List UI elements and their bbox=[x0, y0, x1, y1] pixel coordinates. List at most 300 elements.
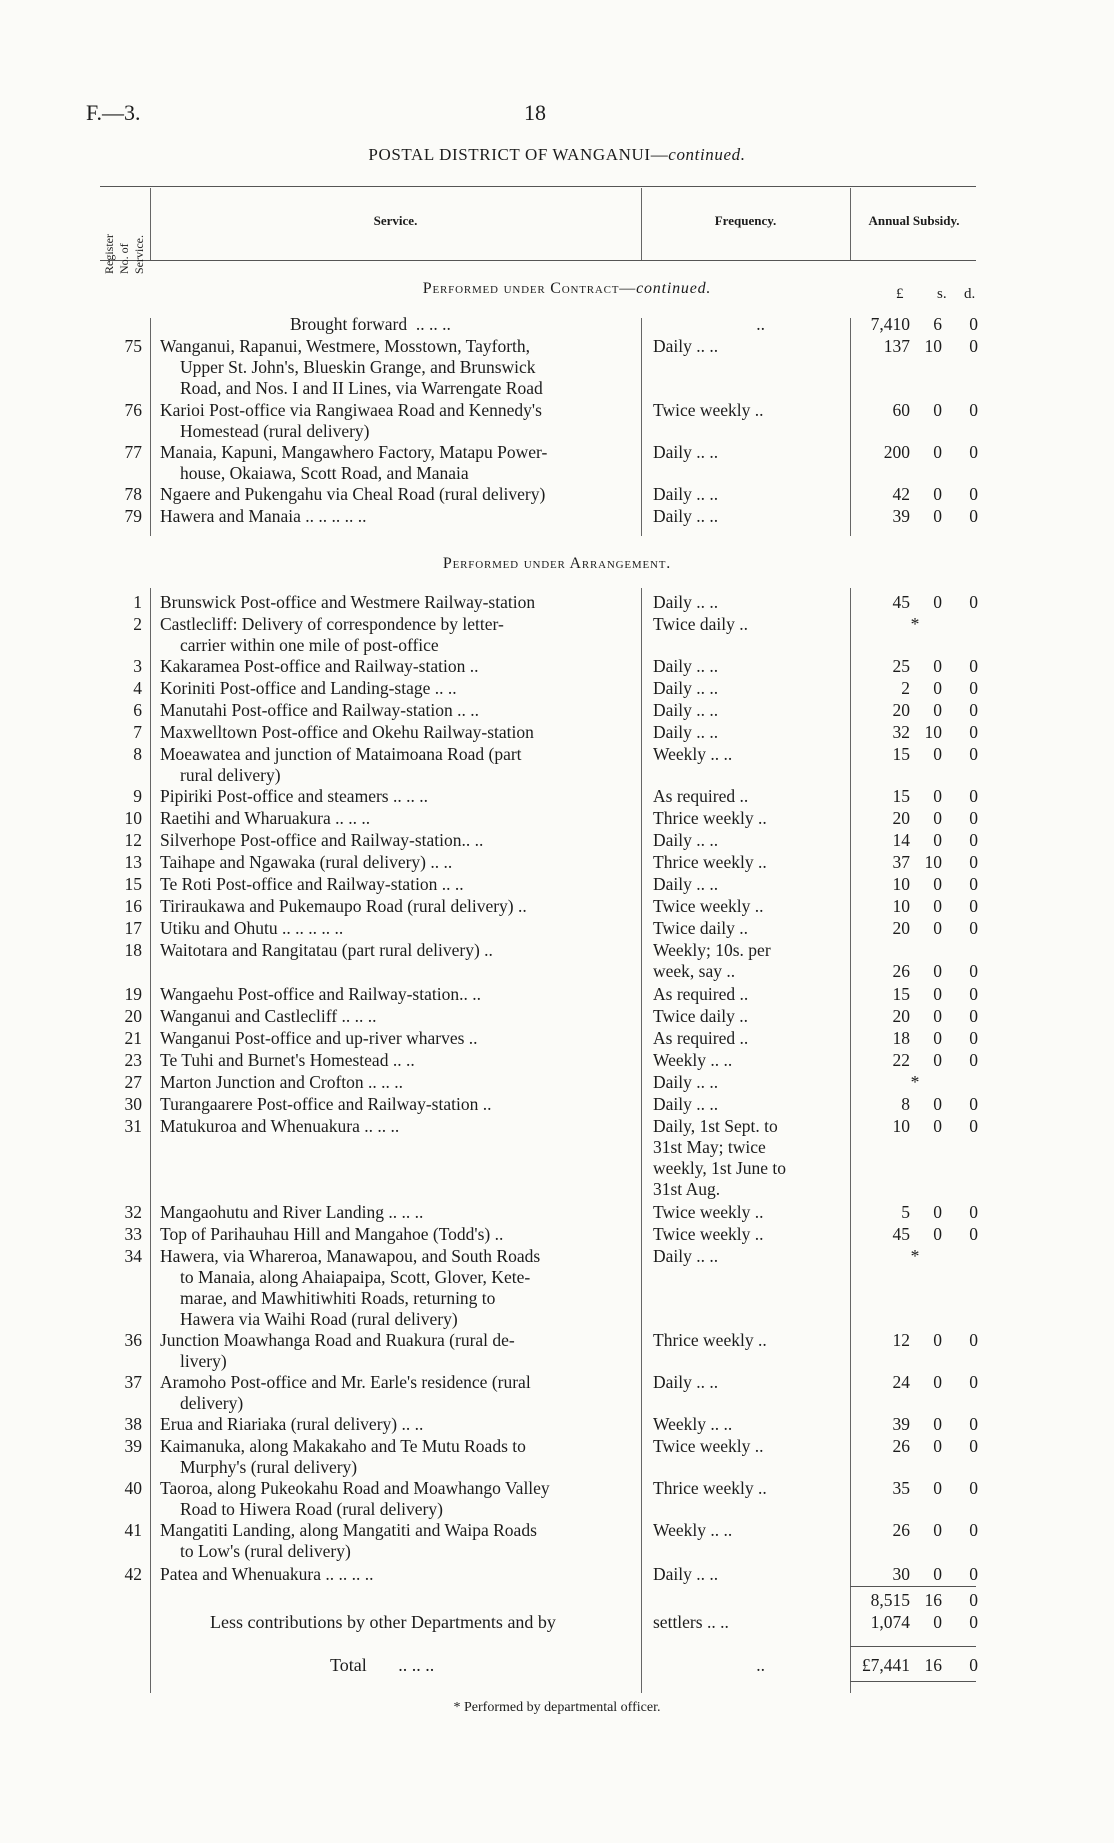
register-number: 13 bbox=[124, 852, 142, 872]
service-line: to Manaia, along Ahaiapaipa, Scott, Glover, Kete- bbox=[180, 1267, 531, 1287]
frequency-line: Daily .. .. bbox=[653, 700, 719, 720]
amount-pence: 0 bbox=[969, 1478, 978, 1498]
register-number: 18 bbox=[124, 940, 142, 960]
service-line: Kaimanuka, along Makakaho and Te Mutu Roads to bbox=[160, 1436, 526, 1456]
service-description bbox=[160, 874, 630, 895]
service-description bbox=[160, 940, 630, 961]
service-description bbox=[160, 1330, 630, 1372]
register-number: 16 bbox=[124, 896, 142, 916]
amount-shillings: 0 bbox=[933, 678, 942, 698]
amount-pounds: 18 bbox=[892, 1028, 910, 1048]
service-description bbox=[160, 1414, 630, 1435]
register-number: 27 bbox=[124, 1072, 142, 1092]
service-description bbox=[160, 678, 630, 699]
service-line: livery) bbox=[180, 1351, 227, 1371]
amount-pounds: 60 bbox=[892, 400, 910, 420]
frequency-column-header: Frequency. bbox=[714, 213, 777, 228]
amount-shillings: 0 bbox=[933, 1436, 942, 1456]
service-line: marae, and Mawhitiwhiti Roads, returning to bbox=[180, 1288, 496, 1308]
amount-shillings: 0 bbox=[933, 896, 942, 916]
contributions-label: Less contributions by other Departments and by bbox=[210, 1612, 556, 1632]
frequency-line: As required .. bbox=[653, 984, 749, 1004]
register-number: 40 bbox=[124, 1478, 142, 1498]
frequency-line: Weekly .. .. bbox=[653, 744, 733, 764]
service-frequency bbox=[653, 874, 836, 895]
page-number: 18 bbox=[524, 100, 546, 125]
service-frequency bbox=[653, 1028, 836, 1049]
register-number: 34 bbox=[124, 1246, 142, 1266]
service-line: Matukuroa and Whenuakura .. .. .. bbox=[160, 1116, 400, 1136]
service-frequency bbox=[653, 614, 836, 635]
service-description bbox=[160, 852, 630, 873]
amount-shillings: 0 bbox=[933, 442, 942, 462]
service-description bbox=[160, 1224, 630, 1245]
amount-pence: 0 bbox=[969, 984, 978, 1004]
amount-pounds: 25 bbox=[892, 656, 910, 676]
service-line: Kakaramea Post-office and Railway-station .. bbox=[160, 656, 479, 676]
amount-pounds: 26 bbox=[892, 1436, 910, 1456]
service-frequency bbox=[653, 700, 836, 721]
frequency-line: Daily .. .. bbox=[653, 506, 719, 526]
amount-shillings: 0 bbox=[933, 808, 942, 828]
service-line: Top of Parihauhau Hill and Mangahoe (Todd's) .. bbox=[160, 1224, 504, 1244]
service-frequency bbox=[653, 722, 836, 743]
frequency-line: Twice weekly .. bbox=[653, 1224, 764, 1244]
frequency-line: Thrice weekly .. bbox=[653, 852, 767, 872]
register-number: 39 bbox=[124, 1436, 142, 1456]
service-frequency bbox=[653, 1116, 836, 1200]
register-number: 33 bbox=[124, 1224, 142, 1244]
amount-shillings: 0 bbox=[933, 1050, 942, 1070]
frequency-line: Weekly .. .. bbox=[653, 1050, 733, 1070]
service-description bbox=[160, 484, 630, 505]
amount-pence: 0 bbox=[969, 1028, 978, 1048]
frequency-line: Twice daily .. bbox=[653, 1006, 748, 1026]
frequency-line: Daily .. .. bbox=[653, 336, 719, 356]
service-frequency bbox=[653, 592, 836, 613]
service-description bbox=[160, 918, 630, 939]
amount-pounds: 1,074 bbox=[870, 1612, 910, 1632]
amount-shillings: 0 bbox=[933, 484, 942, 504]
amount-pence: 0 bbox=[969, 1436, 978, 1456]
frequency-line: Daily .. .. bbox=[653, 678, 719, 698]
amount-shillings: 0 bbox=[933, 1612, 942, 1632]
frequency-line: 31st Aug. bbox=[653, 1179, 721, 1199]
service-line: Upper St. John's, Blueskin Grange, and Brunswick bbox=[180, 357, 536, 377]
amount-pence: 0 bbox=[969, 656, 978, 676]
amount-pence: 0 bbox=[969, 1372, 978, 1392]
service-line: Te Tuhi and Burnet's Homestead .. .. bbox=[160, 1050, 415, 1070]
register-number: 37 bbox=[124, 1372, 142, 1392]
amount-pounds: 20 bbox=[892, 918, 910, 938]
amount-shillings: 0 bbox=[933, 506, 942, 526]
service-line: Manaia, Kapuni, Mangawhero Factory, Matapu Power- bbox=[160, 442, 548, 462]
amount-pounds: 22 bbox=[892, 1050, 910, 1070]
register-number: 10 bbox=[124, 808, 142, 828]
service-frequency bbox=[653, 830, 836, 851]
amount-pounds: 39 bbox=[892, 506, 910, 526]
service-line: Castlecliff: Delivery of correspondence by letter- bbox=[160, 614, 504, 634]
amount-pounds: 35 bbox=[892, 1478, 910, 1498]
amount-shillings: 0 bbox=[933, 1116, 942, 1136]
amount-pounds: 10 bbox=[892, 1116, 910, 1136]
service-frequency bbox=[653, 1202, 836, 1223]
amount-pounds: 20 bbox=[892, 700, 910, 720]
amount-pounds: 8 bbox=[901, 1094, 910, 1114]
service-line: Mangatiti Landing, along Mangatiti and Waipa Roads bbox=[160, 1520, 537, 1540]
amount-pence: 0 bbox=[969, 678, 978, 698]
amount-shillings: 10 bbox=[924, 852, 942, 872]
frequency-line: weekly, 1st June to bbox=[653, 1158, 787, 1178]
service-description bbox=[160, 1006, 630, 1027]
amount-pence: 0 bbox=[969, 1094, 978, 1114]
service-frequency bbox=[653, 336, 836, 357]
service-line: Road to Hiwera Road (rural delivery) bbox=[180, 1499, 443, 1519]
frequency-line: Weekly .. .. bbox=[653, 1414, 733, 1434]
section-contract-text: Performed under Contract— bbox=[422, 280, 637, 297]
register-number: 4 bbox=[133, 678, 142, 698]
amount-pounds: 30 bbox=[892, 1564, 910, 1584]
amount-pounds: 15 bbox=[892, 786, 910, 806]
service-line: Hawera, via Whareroa, Manawapou, and South Roads bbox=[160, 1246, 541, 1266]
service-frequency bbox=[653, 506, 836, 527]
amount-shillings: 0 bbox=[933, 1094, 942, 1114]
service-line: Maxwelltown Post-office and Okehu Railway-station bbox=[160, 722, 534, 742]
service-description bbox=[160, 722, 630, 743]
register-number: 12 bbox=[124, 830, 142, 850]
service-line: Turangaarere Post-office and Railway-station .. bbox=[160, 1094, 492, 1114]
frequency-line: 31st May; twice bbox=[653, 1137, 766, 1157]
service-description bbox=[160, 700, 630, 721]
service-line: Te Roti Post-office and Railway-station .. .. bbox=[160, 874, 464, 894]
amount-pence: 0 bbox=[969, 1006, 978, 1026]
register-number: 7 bbox=[133, 722, 142, 742]
amount-pence: 0 bbox=[969, 1050, 978, 1070]
amount-shillings: 0 bbox=[933, 1564, 942, 1584]
register-number: 23 bbox=[124, 1050, 142, 1070]
footnote: * Performed by departmental officer. bbox=[453, 1700, 661, 1715]
amount-pounds: 10 bbox=[892, 874, 910, 894]
frequency-line: Daily .. .. bbox=[653, 1072, 719, 1092]
frequency-line: Daily .. .. bbox=[653, 1564, 719, 1584]
register-number: 75 bbox=[124, 336, 142, 356]
amount-pence: 0 bbox=[969, 874, 978, 894]
frequency-line: Daily .. .. bbox=[653, 722, 719, 742]
frequency-line: Daily .. .. bbox=[653, 830, 719, 850]
service-description bbox=[160, 1094, 630, 1115]
service-line: carrier within one mile of post-office bbox=[180, 635, 439, 655]
service-line: Wanganui, Rapanui, Westmere, Mosstown, Tayforth, bbox=[160, 336, 531, 356]
amount-shillings: 16 bbox=[924, 1655, 942, 1675]
district-continued: continued. bbox=[668, 145, 746, 164]
register-number: 38 bbox=[124, 1414, 142, 1434]
service-line: Marton Junction and Crofton .. .. .. bbox=[160, 1072, 404, 1092]
service-frequency bbox=[653, 940, 836, 982]
amount-pence: 0 bbox=[969, 722, 978, 742]
amount-pounds: 2 bbox=[901, 678, 910, 698]
amount-pence: 0 bbox=[969, 1612, 978, 1632]
register-number: 3 bbox=[133, 656, 142, 676]
amount-shillings: 0 bbox=[933, 1414, 942, 1434]
service-description bbox=[160, 1028, 630, 1049]
service-line: Aramoho Post-office and Mr. Earle's residence (rural bbox=[160, 1372, 531, 1392]
amount-shillings: 0 bbox=[933, 1478, 942, 1498]
service-description bbox=[160, 1246, 630, 1330]
amount-shillings: 0 bbox=[933, 1520, 942, 1540]
amount-pounds: 20 bbox=[892, 808, 910, 828]
service-line: Wanganui Post-office and up-river wharves .. bbox=[160, 1028, 478, 1048]
amount-shillings: 0 bbox=[933, 400, 942, 420]
service-description bbox=[160, 984, 630, 1005]
amount-pence: 0 bbox=[969, 961, 978, 981]
service-line: Waitotara and Rangitatau (part rural delivery) .. bbox=[160, 940, 493, 960]
amount-pounds: 5 bbox=[901, 1202, 910, 1222]
amount-shillings: 0 bbox=[933, 1224, 942, 1244]
service-line: Road, and Nos. I and II Lines, via Warrengate Road bbox=[180, 378, 543, 398]
amount-pounds: 137 bbox=[883, 336, 910, 356]
service-line: rural delivery) bbox=[180, 765, 281, 785]
service-description bbox=[160, 896, 630, 917]
register-number: 8 bbox=[133, 744, 142, 764]
service-line: Junction Moawhanga Road and Ruakura (rural de- bbox=[160, 1330, 515, 1350]
departmental-officer-mark: * bbox=[910, 1246, 920, 1266]
register-number: 77 bbox=[124, 442, 142, 462]
amount-pence: 0 bbox=[969, 896, 978, 916]
frequency-line: Daily .. .. bbox=[653, 1094, 719, 1114]
amount-shillings: 0 bbox=[933, 592, 942, 612]
amount-pence: 0 bbox=[969, 852, 978, 872]
service-description bbox=[160, 786, 630, 807]
amount-pounds: 15 bbox=[892, 744, 910, 764]
subsidy-column-header: Annual Subsidy. bbox=[868, 213, 960, 228]
service-line: house, Okaiawa, Scott Road, and Manaia bbox=[180, 463, 469, 483]
contributions-frequency: settlers .. .. bbox=[653, 1612, 729, 1632]
service-line: Erua and Riariaka (rural delivery) .. .. bbox=[160, 1414, 424, 1434]
amount-shillings: 6 bbox=[933, 314, 942, 334]
register-number: 6 bbox=[133, 700, 142, 720]
register-number: 41 bbox=[124, 1520, 142, 1540]
amount-pounds: 39 bbox=[892, 1414, 910, 1434]
service-description bbox=[160, 592, 630, 613]
frequency-line: Twice weekly .. bbox=[653, 1436, 764, 1456]
amount-pence: 0 bbox=[969, 442, 978, 462]
amount-pence: 0 bbox=[969, 1224, 978, 1244]
frequency-line: Twice weekly .. bbox=[653, 896, 764, 916]
brought-forward-frequency: .. bbox=[756, 314, 765, 334]
pence-header: d. bbox=[964, 286, 976, 302]
frequency-line: Daily .. .. bbox=[653, 484, 719, 504]
register-number: 42 bbox=[124, 1564, 142, 1584]
service-line: Mangaohutu and River Landing .. .. .. bbox=[160, 1202, 424, 1222]
shillings-header: s. bbox=[937, 286, 947, 302]
section-arrangement-heading: Performed under Arrangement. bbox=[442, 555, 672, 572]
amount-pence: 0 bbox=[969, 1590, 978, 1610]
frequency-line: As required .. bbox=[653, 786, 749, 806]
amount-pence: 0 bbox=[969, 592, 978, 612]
service-line: Ngaere and Pukengahu via Cheal Road (rural delivery) bbox=[160, 484, 546, 504]
amount-pounds: £7,441 bbox=[861, 1655, 910, 1675]
amount-pence: 0 bbox=[969, 830, 978, 850]
service-line: Pipiriki Post-office and steamers .. .. .. bbox=[160, 786, 428, 806]
frequency-line: week, say .. bbox=[653, 961, 736, 981]
service-frequency bbox=[653, 1224, 836, 1245]
register-number: 36 bbox=[124, 1330, 142, 1350]
amount-pounds: 8,515 bbox=[870, 1590, 910, 1610]
frequency-line: Daily .. .. bbox=[653, 1372, 719, 1392]
service-frequency bbox=[653, 1094, 836, 1115]
frequency-line: Twice weekly .. bbox=[653, 1202, 764, 1222]
service-description bbox=[160, 1050, 630, 1071]
service-description bbox=[160, 400, 630, 442]
service-line: Karioi Post-office via Rangiwaea Road and Kennedy's bbox=[160, 400, 542, 420]
service-line: Manutahi Post-office and Railway-station .. .. bbox=[160, 700, 479, 720]
amount-shillings: 0 bbox=[933, 961, 942, 981]
service-description bbox=[160, 442, 630, 484]
amount-pence: 0 bbox=[969, 744, 978, 764]
frequency-line: Daily .. .. bbox=[653, 1246, 719, 1266]
amount-shillings: 10 bbox=[924, 722, 942, 742]
amount-pence: 0 bbox=[969, 786, 978, 806]
service-line: to Low's (rural delivery) bbox=[180, 1541, 351, 1561]
service-line: Brunswick Post-office and Westmere Railway-station bbox=[160, 592, 536, 612]
service-frequency bbox=[653, 1520, 836, 1541]
frequency-line: Thrice weekly .. bbox=[653, 1478, 767, 1498]
service-frequency bbox=[653, 400, 836, 421]
service-line: Taihape and Ngawaka (rural delivery) .. .. bbox=[160, 852, 453, 872]
service-frequency bbox=[653, 1072, 836, 1093]
amount-shillings: 0 bbox=[933, 1028, 942, 1048]
amount-pounds: 10 bbox=[892, 896, 910, 916]
departmental-officer-mark: * bbox=[910, 614, 920, 634]
amount-pounds: 14 bbox=[892, 830, 910, 850]
amount-shillings: 0 bbox=[933, 744, 942, 764]
total-label: Total .. .. .. bbox=[330, 1655, 435, 1675]
district-title-text: POSTAL DISTRICT OF WANGANUI— bbox=[368, 145, 669, 164]
service-line: Tiriraukawa and Pukemaupo Road (rural delivery) .. bbox=[160, 896, 527, 916]
amount-shillings: 0 bbox=[933, 1330, 942, 1350]
amount-shillings: 0 bbox=[933, 1202, 942, 1222]
service-frequency bbox=[653, 786, 836, 807]
register-number: 2 bbox=[133, 614, 142, 634]
frequency-line: Twice daily .. bbox=[653, 614, 748, 634]
service-description bbox=[160, 1564, 630, 1585]
service-frequency bbox=[653, 1414, 836, 1435]
service-line: Wanganui and Castlecliff .. .. .. bbox=[160, 1006, 377, 1026]
register-number: 76 bbox=[124, 400, 142, 420]
amount-pounds: 15 bbox=[892, 984, 910, 1004]
amount-pence: 0 bbox=[969, 400, 978, 420]
amount-shillings: 0 bbox=[933, 700, 942, 720]
service-line: Murphy's (rural delivery) bbox=[180, 1457, 358, 1477]
amount-pence: 0 bbox=[969, 1520, 978, 1540]
frequency-line: Daily .. .. bbox=[653, 874, 719, 894]
amount-pounds: 32 bbox=[892, 722, 910, 742]
frequency-line: Thrice weekly .. bbox=[653, 1330, 767, 1350]
amount-shillings: 0 bbox=[933, 786, 942, 806]
amount-pounds: 42 bbox=[892, 484, 910, 504]
departmental-officer-mark: * bbox=[910, 1072, 920, 1092]
service-description bbox=[160, 336, 630, 399]
frequency-line: Daily, 1st Sept. to bbox=[653, 1116, 778, 1136]
amount-pounds: 12 bbox=[892, 1330, 910, 1350]
service-description bbox=[160, 506, 630, 527]
register-number: 21 bbox=[124, 1028, 142, 1048]
service-frequency bbox=[653, 852, 836, 873]
service-description bbox=[160, 656, 630, 677]
amount-pounds: 24 bbox=[892, 1372, 910, 1392]
register-header-line: No. of bbox=[117, 243, 131, 274]
frequency-line: As required .. bbox=[653, 1028, 749, 1048]
service-description bbox=[160, 614, 630, 656]
service-frequency bbox=[653, 918, 836, 939]
service-frequency bbox=[653, 1564, 836, 1585]
frequency-line: Daily .. .. bbox=[653, 592, 719, 612]
amount-pence: 0 bbox=[969, 1116, 978, 1136]
amount-pence: 0 bbox=[969, 1330, 978, 1350]
service-frequency bbox=[653, 1246, 836, 1267]
frequency-line: Daily .. .. bbox=[653, 656, 719, 676]
service-frequency bbox=[653, 1050, 836, 1071]
amount-pence: 0 bbox=[969, 808, 978, 828]
amount-shillings: 0 bbox=[933, 830, 942, 850]
amount-pounds: 20 bbox=[892, 1006, 910, 1026]
service-line: Moeawatea and junction of Mataimoana Road (part bbox=[160, 744, 522, 764]
service-frequency bbox=[653, 1006, 836, 1027]
amount-pence: 0 bbox=[969, 1414, 978, 1434]
register-number: 1 bbox=[133, 592, 142, 612]
register-number: 30 bbox=[124, 1094, 142, 1114]
service-frequency bbox=[653, 1436, 836, 1457]
register-number: 78 bbox=[124, 484, 142, 504]
service-frequency bbox=[653, 984, 836, 1005]
service-frequency bbox=[653, 896, 836, 917]
brought-forward-label: Brought forward .. .. .. bbox=[290, 314, 451, 334]
amount-pounds: 26 bbox=[892, 961, 910, 981]
amount-shillings: 0 bbox=[933, 918, 942, 938]
amount-shillings: 0 bbox=[933, 874, 942, 894]
amount-pounds: 45 bbox=[892, 1224, 910, 1244]
service-frequency bbox=[653, 744, 836, 765]
service-line: Silverhope Post-office and Railway-station.. .. bbox=[160, 830, 484, 850]
service-line: Hawera and Manaia .. .. .. .. .. bbox=[160, 506, 367, 526]
frequency-line: Twice daily .. bbox=[653, 918, 748, 938]
frequency-line: Weekly .. .. bbox=[653, 1520, 733, 1540]
service-line: Raetihi and Wharuakura .. .. .. bbox=[160, 808, 371, 828]
register-number: 9 bbox=[133, 786, 142, 806]
total-frequency: .. bbox=[756, 1655, 765, 1675]
register-number: 32 bbox=[124, 1202, 142, 1222]
service-line: Utiku and Ohutu .. .. .. .. .. bbox=[160, 918, 344, 938]
amount-pence: 0 bbox=[969, 1564, 978, 1584]
register-number: 20 bbox=[124, 1006, 142, 1026]
service-frequency bbox=[653, 442, 836, 463]
frequency-line: Twice weekly .. bbox=[653, 400, 764, 420]
service-frequency bbox=[653, 1372, 836, 1393]
register-number: 79 bbox=[124, 506, 142, 526]
service-column-header: Service. bbox=[373, 213, 418, 228]
document-reference: F.—3. bbox=[86, 100, 141, 125]
service-line: Patea and Whenuakura .. .. .. .. bbox=[160, 1564, 374, 1584]
service-frequency bbox=[653, 678, 836, 699]
service-frequency bbox=[653, 656, 836, 677]
service-frequency bbox=[653, 484, 836, 505]
register-header-line: Register bbox=[102, 234, 116, 274]
service-description bbox=[160, 744, 630, 786]
amount-shillings: 16 bbox=[924, 1590, 942, 1610]
service-frequency bbox=[653, 1478, 836, 1499]
register-number: 17 bbox=[124, 918, 142, 938]
amount-pounds: 45 bbox=[892, 592, 910, 612]
